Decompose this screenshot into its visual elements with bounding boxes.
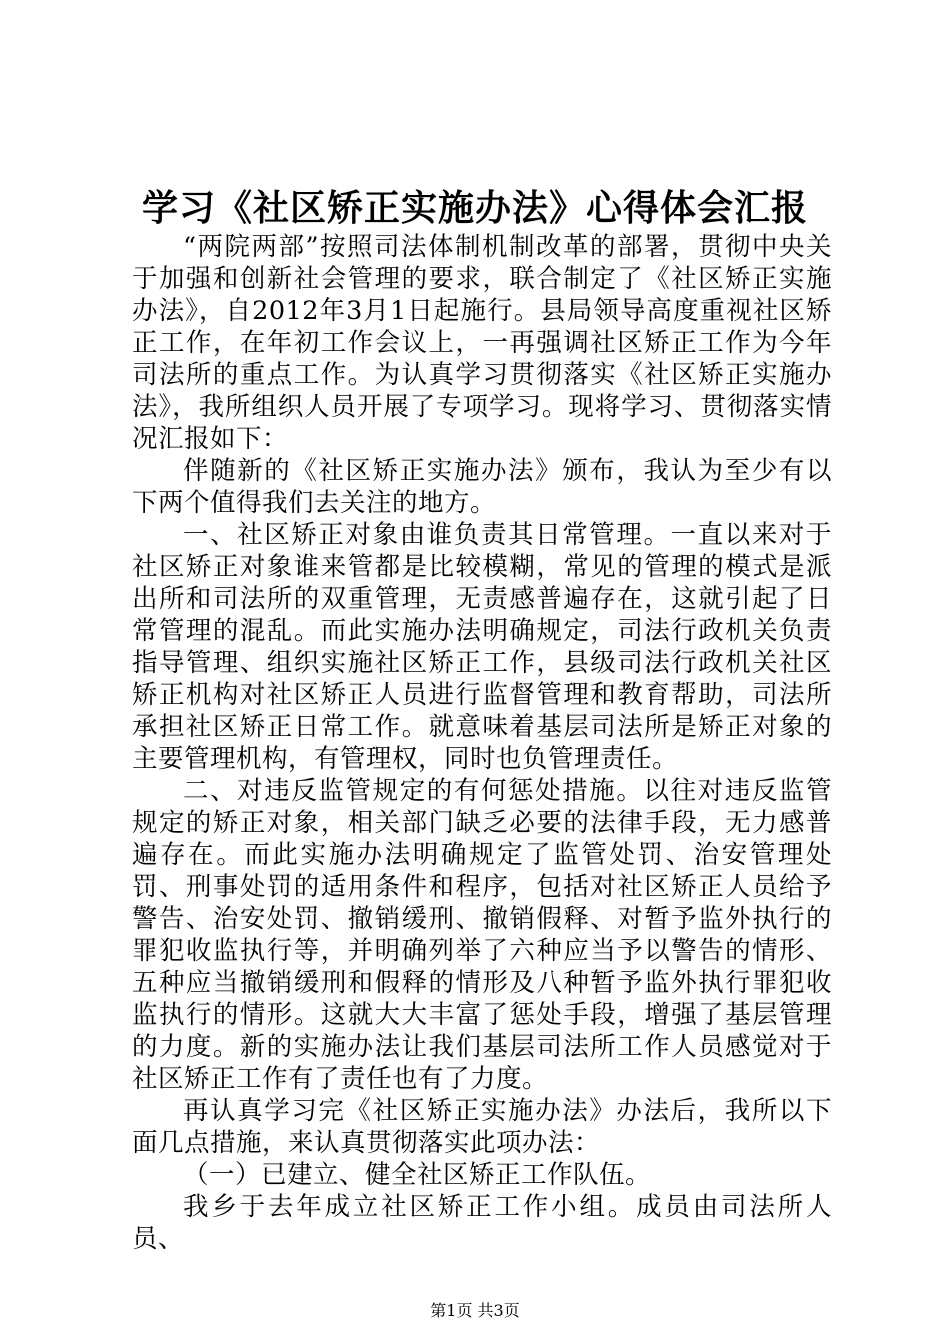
paragraph-point-two: 二、对违反监管规定的有何惩处措施。以往对违反监管规定的矫正对象，相关部门缺乏必要的法律手段，无力感普遍存在。而此实施办法明确规定了监管处罚、治安管理处罚、刑事处罚的适用条件和程序，包括对社区矫正人员给予警告、治安处罚、撤销缓刑、撤销假释、对暂予监外执行的罪犯收监执行等，并明确列举了六种应当予以警告的情形、五种应当撤销缓刑和假释的情形及八种暂予监外执行罪犯收监执行的情形。这就大大丰富了惩处手段，增强了基层管理的力度。新的实施办法让我们基层司法所工作人员感觉对于社区矫正工作有了责任也有了力度。 bbox=[132, 776, 832, 1094]
paragraph-focus-points: 伴随新的《社区矫正实施办法》颁布，我认为至少有以下两个值得我们去关注的地方。 bbox=[132, 456, 832, 518]
paragraph-measure-one-body: 我乡于去年成立社区矫正工作小组。成员由司法所人员、 bbox=[132, 1192, 832, 1254]
page-footer: 第1页 共3页 bbox=[430, 1301, 520, 1320]
paragraph-point-one: 一、社区矫正对象由谁负责其日常管理。一直以来对于社区矫正对象谁来管都是比较模糊，常见的管理的模式是派出所和司法所的双重管理，无责感普遍存在，这就引起了日常管理的混乱。而此实施办法明确规定，司法行政机关负责指导管理、组织实施社区矫正工作，县级司法行政机关社区矫正机构对社区矫正人员进行监督管理和教育帮助，司法所承担社区矫正日常工作。就意味着基层司法所是矫正对象的主要管理机构，有管理权，同时也负管理责任。 bbox=[132, 520, 832, 774]
document-body bbox=[132, 231, 832, 1255]
paragraph-intro: “两院两部”按照司法体制机制改革的部署，贯彻中央关于加强和创新社会管理的要求，联合制定了《社区矫正实施办法》，自2012年3月1日起施行。县局领导高度重视社区矫正工作，在年初工作会议上，一再强调社区矫正工作为今年司法所的重点工作。为认真学习贯彻落实《社区矫正实施办法》，我所组织人员开展了专项学习。现将学习、贯彻落实情况汇报如下： bbox=[132, 232, 832, 454]
paragraph-measures-intro: 再认真学习完《社区矫正实施办法》办法后，我所以下面几点措施，来认真贯彻落实此项办法： bbox=[132, 1096, 832, 1158]
paragraph-measure-one-heading: （一）已建立、健全社区矫正工作队伍。 bbox=[183, 1160, 652, 1190]
document-title: 学习《社区矫正实施办法》心得体会汇报 bbox=[141, 187, 808, 229]
